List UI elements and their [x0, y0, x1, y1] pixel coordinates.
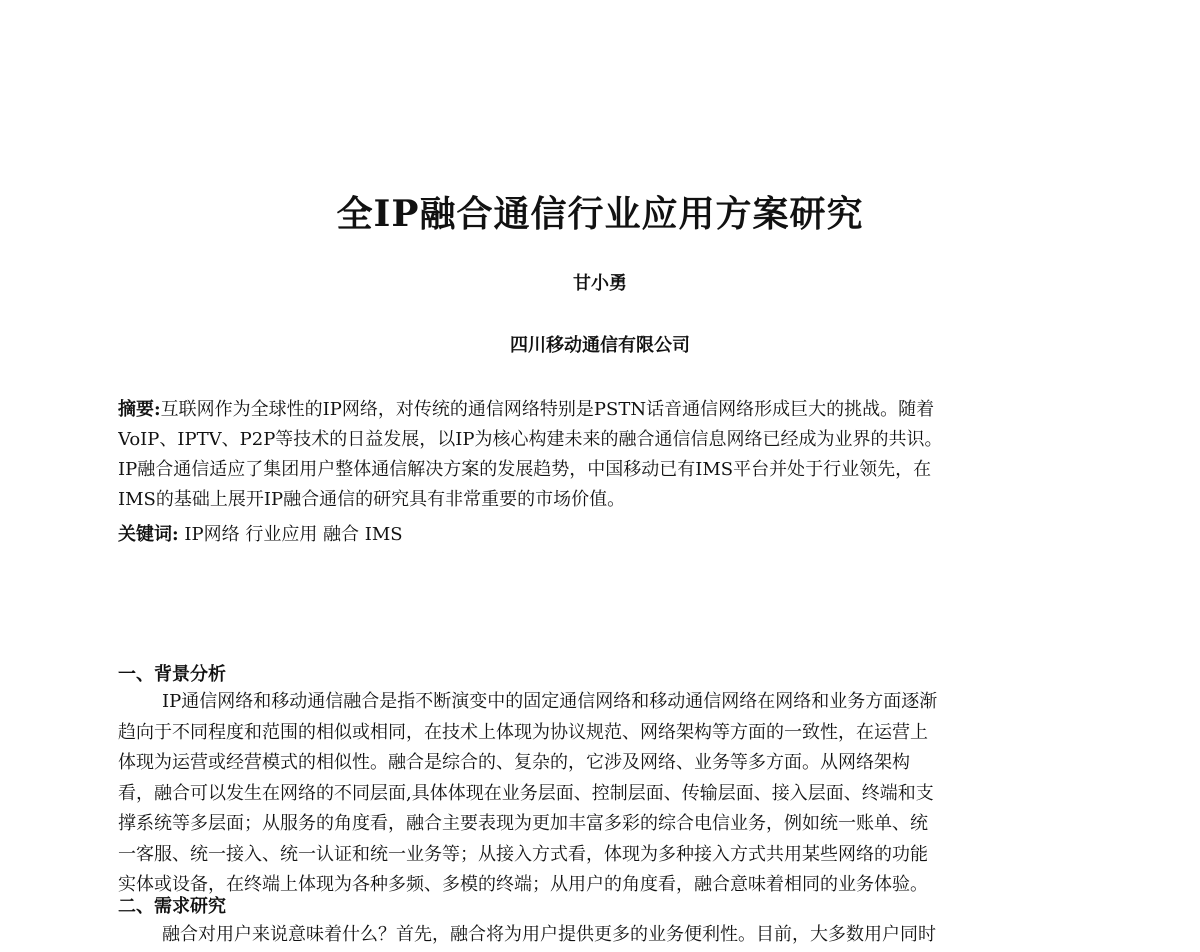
keywords: [118, 520, 1070, 550]
body-line: 趋向于不同程度和范围的相似或相同，在技术上体现为协议规范、网络架构等方面的一致性，在运营上: [118, 721, 928, 743]
body-line: 看，融合可以发生在网络的不同层面,具体体现在业务层面、控制层面、传输层面、接入层面、终端和支: [118, 782, 934, 804]
abstract: [118, 395, 1070, 515]
keywords-label: 关键词:: [118, 524, 179, 545]
body-line: 体现为运营或经营模式的相似性。融合是综合的、复杂的，它涉及网络、业务等多方面。从网络架构: [118, 752, 910, 773]
abstract-line: VoIP、IPTV、P2P等技术的日益发展，以IP为核心构建未来的融合通信信息网络已经成为业界的共识。: [118, 429, 943, 450]
section-heading-background: 一、背景分析: [118, 664, 226, 685]
abstract-line: IMS的基础上展开IP融合通信的研究具有非常重要的市场价值。: [118, 489, 626, 510]
body-line: IP通信网络和移动通信融合是指不断演变中的固定通信网络和移动通信网络在网络和业务方面逐渐: [162, 691, 938, 712]
section-heading-requirements: 二、需求研究: [118, 896, 226, 917]
body-line: 一客服、统一接入、统一认证和统一业务等；从接入方式看，体现为多种接入方式共用某些网络的功能: [118, 843, 928, 865]
body-line: 融合对用户来说意味着什么？首先，融合将为用户提供更多的业务便利性。目前，大多数用户同时: [162, 924, 936, 945]
body-line: 撑系统等多层面；从服务的角度看，融合主要表现为更加丰富多彩的综合电信业务，例如统一账单、统: [118, 813, 928, 834]
section-body-background: [118, 687, 1080, 901]
author-name: 甘小勇: [573, 273, 627, 294]
paper-title: 全IP融合通信行业应用方案研究: [336, 193, 864, 235]
keywords-text: IP网络 行业应用 融合 IMS: [178, 524, 403, 545]
body-line: 实体或设备，在终端上体现为各种多频、多模的终端；从用户的角度看，融合意味着相同的业务体验。: [118, 874, 928, 895]
section-body-requirements: [118, 920, 1080, 951]
abstract-label: 摘要:: [118, 399, 161, 420]
abstract-line: [118, 395, 1070, 425]
author-affiliation: 四川移动通信有限公司: [510, 335, 690, 356]
abstract-line: IP融合通信适应了集团用户整体通信解决方案的发展趋势，中国移动已有IMS平台并处于行业领先，在: [118, 459, 932, 480]
abstract-text: 互联网作为全球性的IP网络，对传统的通信网络特别是PSTN话音通信网络形成巨大的挑战。随着: [160, 399, 935, 420]
